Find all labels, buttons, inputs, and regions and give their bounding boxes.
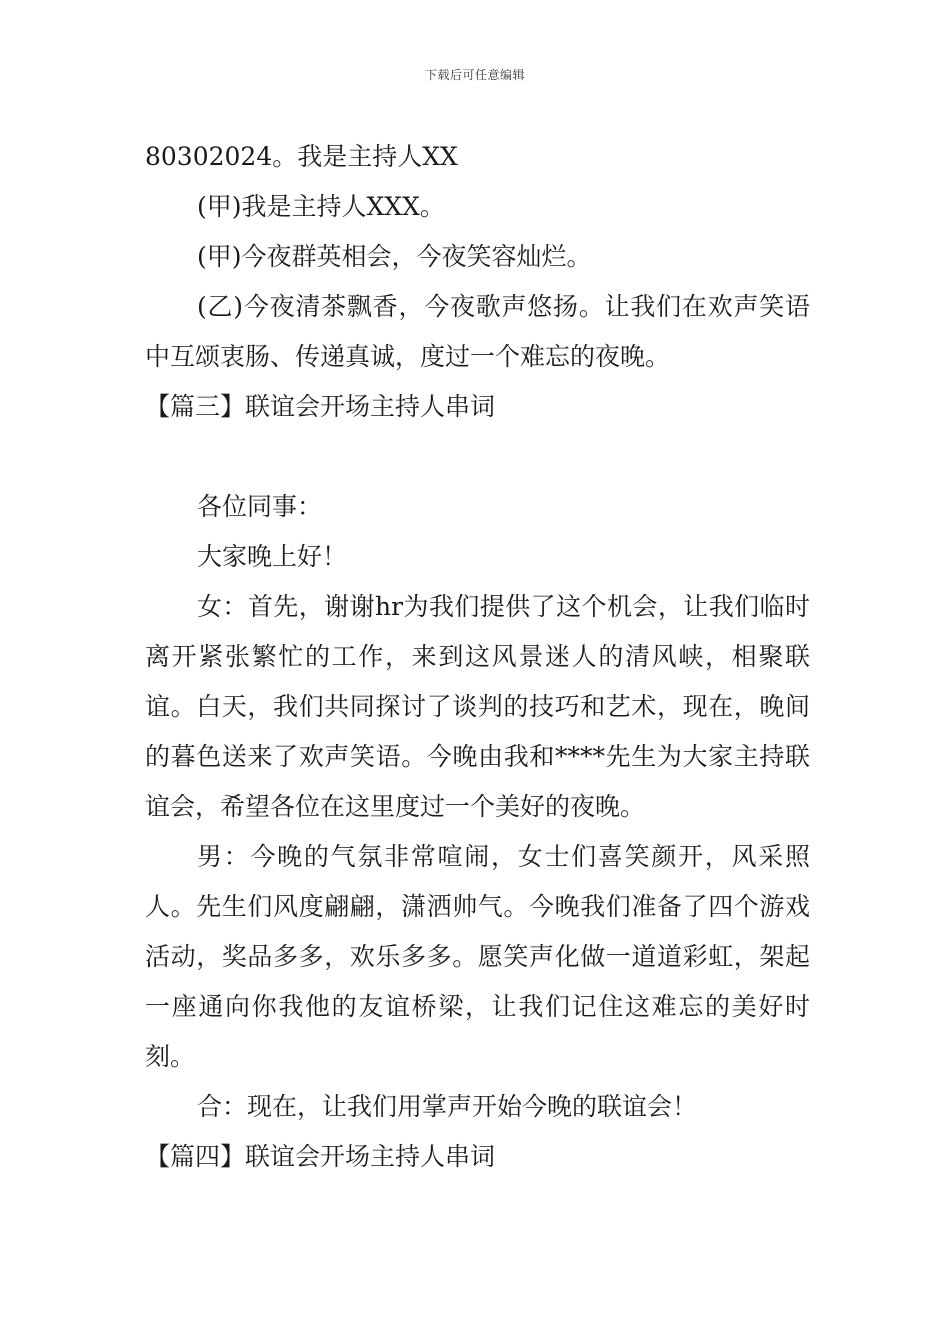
paragraph-host-jia-intro: (甲)我是主持人XXX。 bbox=[197, 192, 445, 221]
blank-line bbox=[145, 432, 810, 482]
section-heading-part-four: 【篇四】联谊会开场主持人串词 bbox=[145, 1142, 496, 1171]
section-heading-part-three: 【篇三】联谊会开场主持人串词 bbox=[145, 392, 496, 421]
paragraph-host-jia-line: (甲)今夜群英相会，今夜笑容灿烂。 bbox=[197, 242, 592, 271]
paragraph-female-host: 女：首先，谢谢hr为我们提供了这个机会，让我们临时离开紧张繁忙的工作，来到这风景迷人的清风峡，相聚联谊。白天，我们共同探讨了谈判的技巧和艺术，现在，晚间的暮色送来了欢声笑语。今晚由我和****先生为大家主持联谊会，希望各位在这里度过一个美好的夜晚。 bbox=[145, 592, 810, 821]
paragraph-host-yi-line: (乙)今夜清茶飘香，今夜歌声悠扬。让我们在欢声笑语中互颂衷肠、传递真诚，度过一个难忘的夜晚。 bbox=[145, 292, 810, 371]
paragraph-together: 合：现在，让我们用掌声开始今晚的联谊会！ bbox=[197, 1092, 698, 1121]
paragraph-phone-host: 80302024。我是主持人XX bbox=[145, 142, 458, 171]
paragraph-male-host: 男：今晚的气氛非常喧闹，女士们喜笑颜开，风采照人。先生们风度翩翩，潇洒帅气。今晚我们准备了四个游戏活动，奖品多多，欢乐多多。愿笑声化做一道道彩虹，架起一座通向你我他的友谊桥梁，让我们记住这难忘的美好时刻。 bbox=[145, 842, 810, 1071]
document-body bbox=[145, 132, 810, 1182]
page-header: 下载后可任意编辑 bbox=[424, 68, 525, 82]
paragraph-good-evening: 大家晚上好！ bbox=[197, 542, 348, 571]
paragraph-greeting-colleagues: 各位同事： bbox=[197, 492, 323, 521]
